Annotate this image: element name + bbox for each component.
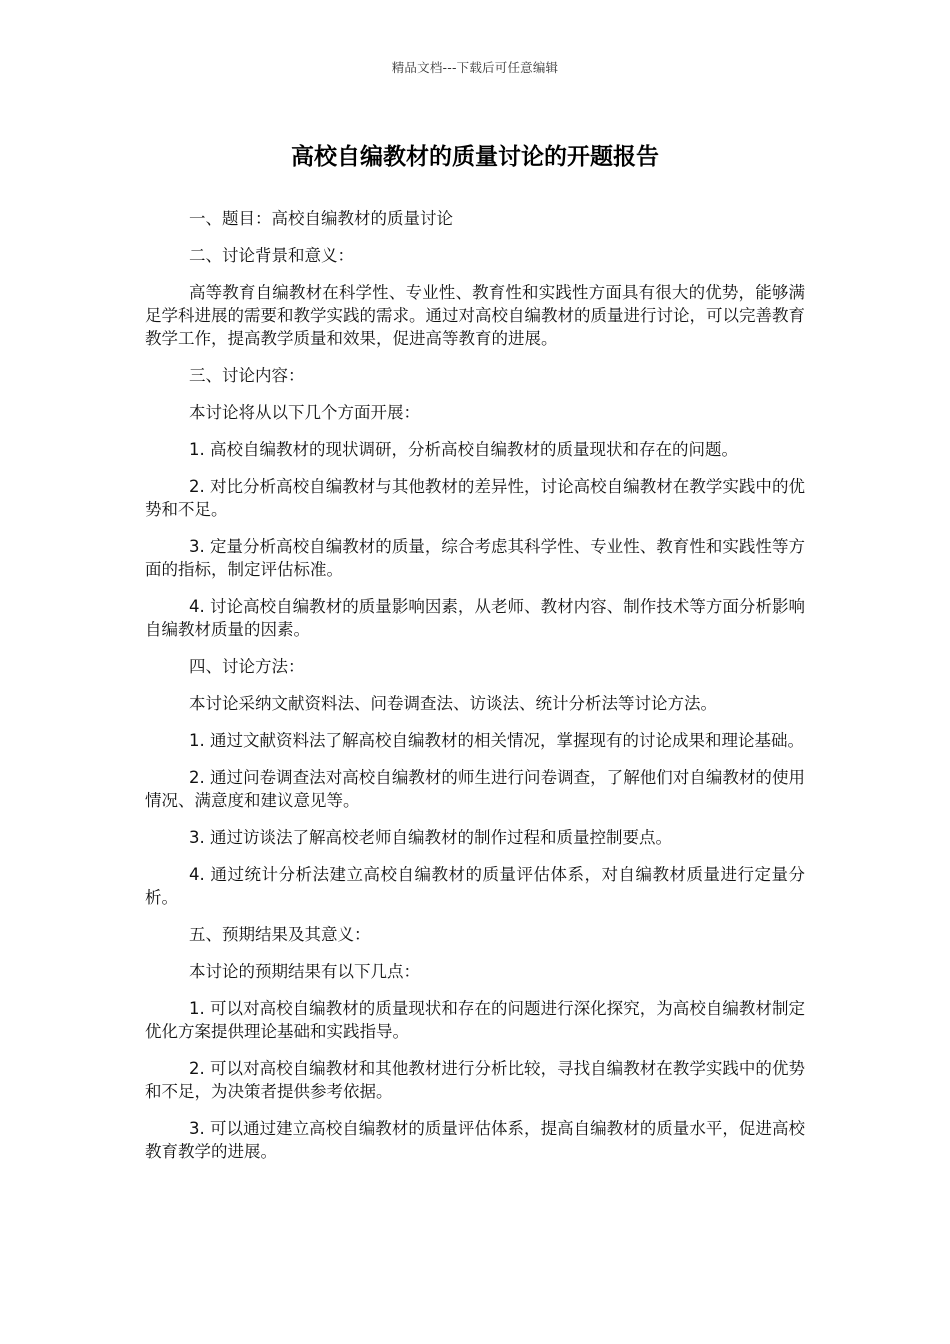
list-item-method-3: 3. 通过访谈法了解高校老师自编教材的制作过程和质量控制要点。	[189, 828, 672, 847]
paragraph-method-intro: 本讨论采纳文献资料法、问卷调查法、访谈法、统计分析法等讨论方法。	[189, 694, 717, 713]
heading-method: 四、讨论方法：	[189, 657, 305, 676]
list-item-method-1: 1. 通过文献资料法了解高校自编教材的相关情况，掌握现有的讨论成果和理论基础。	[189, 731, 804, 750]
list-item-results-3: 3. 可以通过建立高校自编教材的质量评估体系，提高自编教材的质量水平，促进高校教育教学的进展。	[145, 1119, 805, 1161]
heading-background: 二、讨论背景和意义：	[189, 246, 354, 265]
list-item-method-2: 2. 通过问卷调查法对高校自编教材的师生进行问卷调查，了解他们对自编教材的使用情况、满意度和建议意见等。	[145, 768, 805, 810]
list-item-results-1: 1. 可以对高校自编教材的质量现状和存在的问题进行深化探究，为高校自编教材制定优化方案提供理论基础和实践指导。	[145, 999, 805, 1041]
list-item-content-3: 3. 定量分析高校自编教材的质量，综合考虑其科学性、专业性、教育性和实践性等方面的指标，制定评估标准。	[145, 537, 805, 579]
list-item-content-1: 1. 高校自编教材的现状调研，分析高校自编教材的质量现状和存在的问题。	[189, 440, 738, 459]
heading-content: 三、讨论内容：	[189, 366, 305, 385]
list-item-content-2: 2. 对比分析高校自编教材与其他教材的差异性，讨论高校自编教材在教学实践中的优势和不足。	[145, 477, 805, 519]
document-title: 高校自编教材的质量讨论的开题报告	[291, 144, 659, 170]
paragraph-content-intro: 本讨论将从以下几个方面开展：	[189, 403, 420, 422]
document-body	[145, 207, 805, 1177]
list-item-method-4: 4. 通过统计分析法建立高校自编教材的质量评估体系，对自编教材质量进行定量分析。	[145, 865, 805, 907]
heading-results: 五、预期结果及其意义：	[189, 925, 371, 944]
paragraph-background: 高等教育自编教材在科学性、专业性、教育性和实践性方面具有很大的优势，能够满足学科进展的需要和教学实践的需求。通过对高校自编教材的质量进行讨论，可以完善教育教学工作，提高教学质量和效果，促进高等教育的进展。	[145, 283, 805, 348]
header-note: 精品文档---下载后可任意编辑	[391, 60, 559, 75]
paragraph-results-intro: 本讨论的预期结果有以下几点：	[189, 962, 420, 981]
list-item-results-2: 2. 可以对高校自编教材和其他教材进行分析比较，寻找自编教材在教学实践中的优势和不足，为决策者提供参考依据。	[145, 1059, 805, 1101]
list-item-content-4: 4. 讨论高校自编教材的质量影响因素，从老师、教材内容、制作技术等方面分析影响自编教材质量的因素。	[145, 597, 805, 639]
paragraph-topic: 一、题目：高校自编教材的质量讨论	[189, 209, 453, 228]
